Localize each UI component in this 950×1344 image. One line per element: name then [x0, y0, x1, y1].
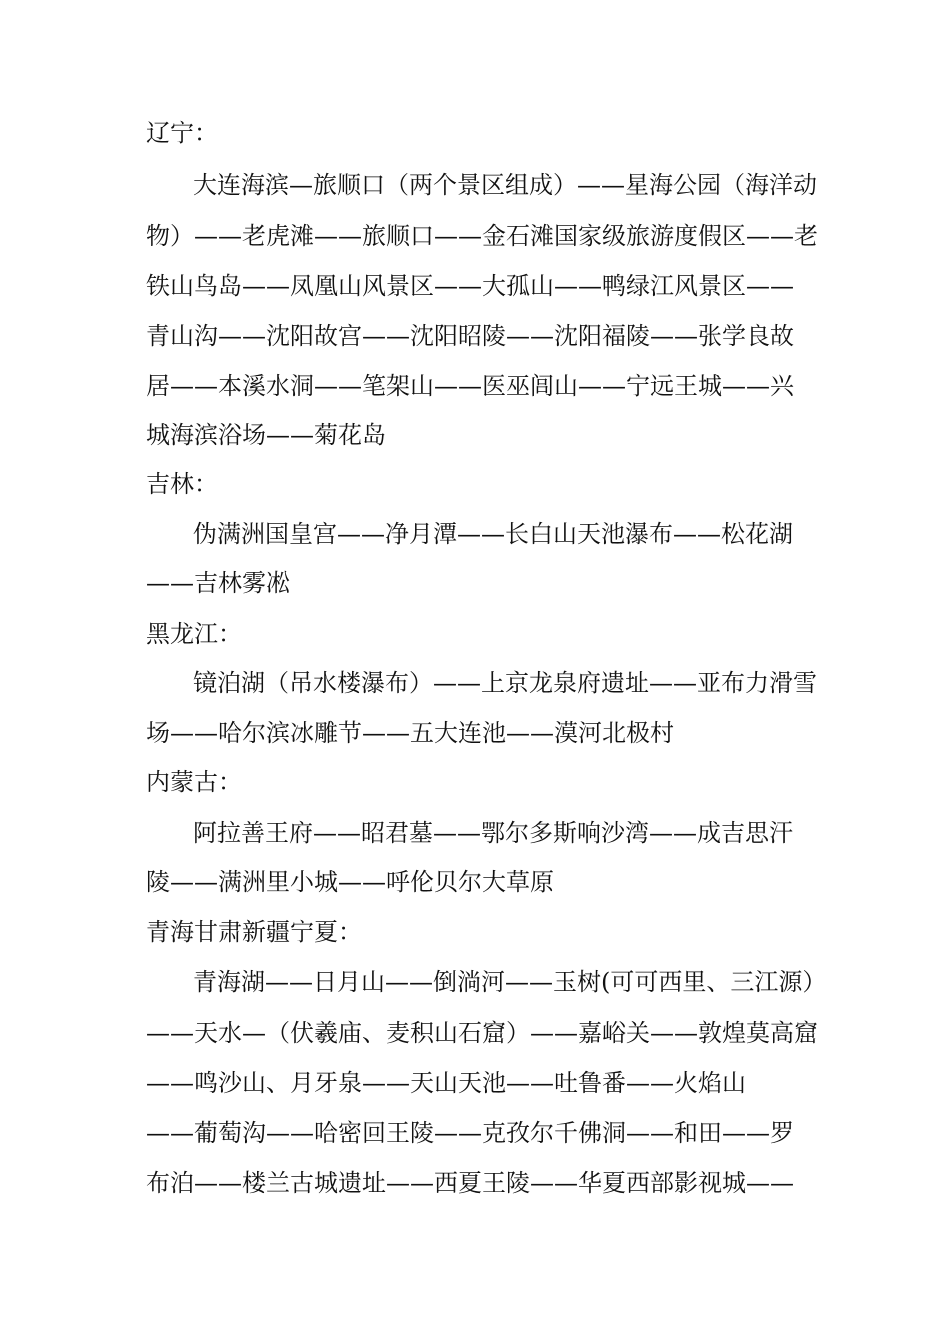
paragraph-line: 伪满洲国皇宫——净月潭——长白山天池瀑布——松花湖 — [193, 520, 793, 548]
section-heading-heilongjiang: 黑龙江： — [146, 620, 242, 648]
section-heading-neimenggu: 内蒙古： — [146, 768, 242, 796]
section-heading-northwest: 青海甘肃新疆宁夏： — [146, 918, 362, 946]
paragraph-line: 布泊——楼兰古城遗址——西夏王陵——华夏西部影视城—— — [146, 1169, 794, 1197]
paragraph-line: ——鸣沙山、月牙泉——天山天池——吐鲁番——火焰山 — [146, 1069, 746, 1097]
paragraph-line: 城海滨浴场——菊花岛 — [146, 421, 386, 449]
paragraph-line: 青海湖——日月山——倒淌河——玉树(可可西里、三江源） — [193, 968, 827, 996]
paragraph-line: 居——本溪水洞——笔架山——医巫闾山——宁远王城——兴 — [146, 372, 794, 400]
paragraph-line: 镜泊湖（吊水楼瀑布）——上京龙泉府遗址——亚布力滑雪 — [193, 669, 817, 697]
paragraph-line: 铁山鸟岛——凤凰山风景区——大孤山——鸭绿江风景区—— — [146, 272, 794, 300]
paragraph-line: ——葡萄沟——哈密回王陵——克孜尔千佛洞——和田——罗 — [146, 1119, 794, 1147]
paragraph-line: 物）——老虎滩——旅顺口——金石滩国家级旅游度假区——老 — [146, 222, 818, 250]
paragraph-line: ——天水—（伏羲庙、麦积山石窟）——嘉峪关——敦煌莫高窟 — [146, 1019, 818, 1047]
paragraph-line: 陵——满洲里小城——呼伦贝尔大草原 — [146, 868, 554, 896]
paragraph-line: 青山沟——沈阳故宫——沈阳昭陵——沈阳福陵——张学良故 — [146, 322, 794, 350]
paragraph-line: ——吉林雾凇 — [146, 569, 290, 597]
paragraph-line: 大连海滨—旅顺口（两个景区组成）——星海公园（海洋动 — [193, 171, 817, 199]
paragraph-line: 阿拉善王府——昭君墓——鄂尔多斯响沙湾——成吉思汗 — [193, 819, 793, 847]
paragraph-line: 场——哈尔滨冰雕节——五大连池——漠河北极村 — [146, 719, 674, 747]
section-heading-liaoning: 辽宁： — [146, 119, 218, 147]
section-heading-jilin: 吉林： — [146, 470, 218, 498]
